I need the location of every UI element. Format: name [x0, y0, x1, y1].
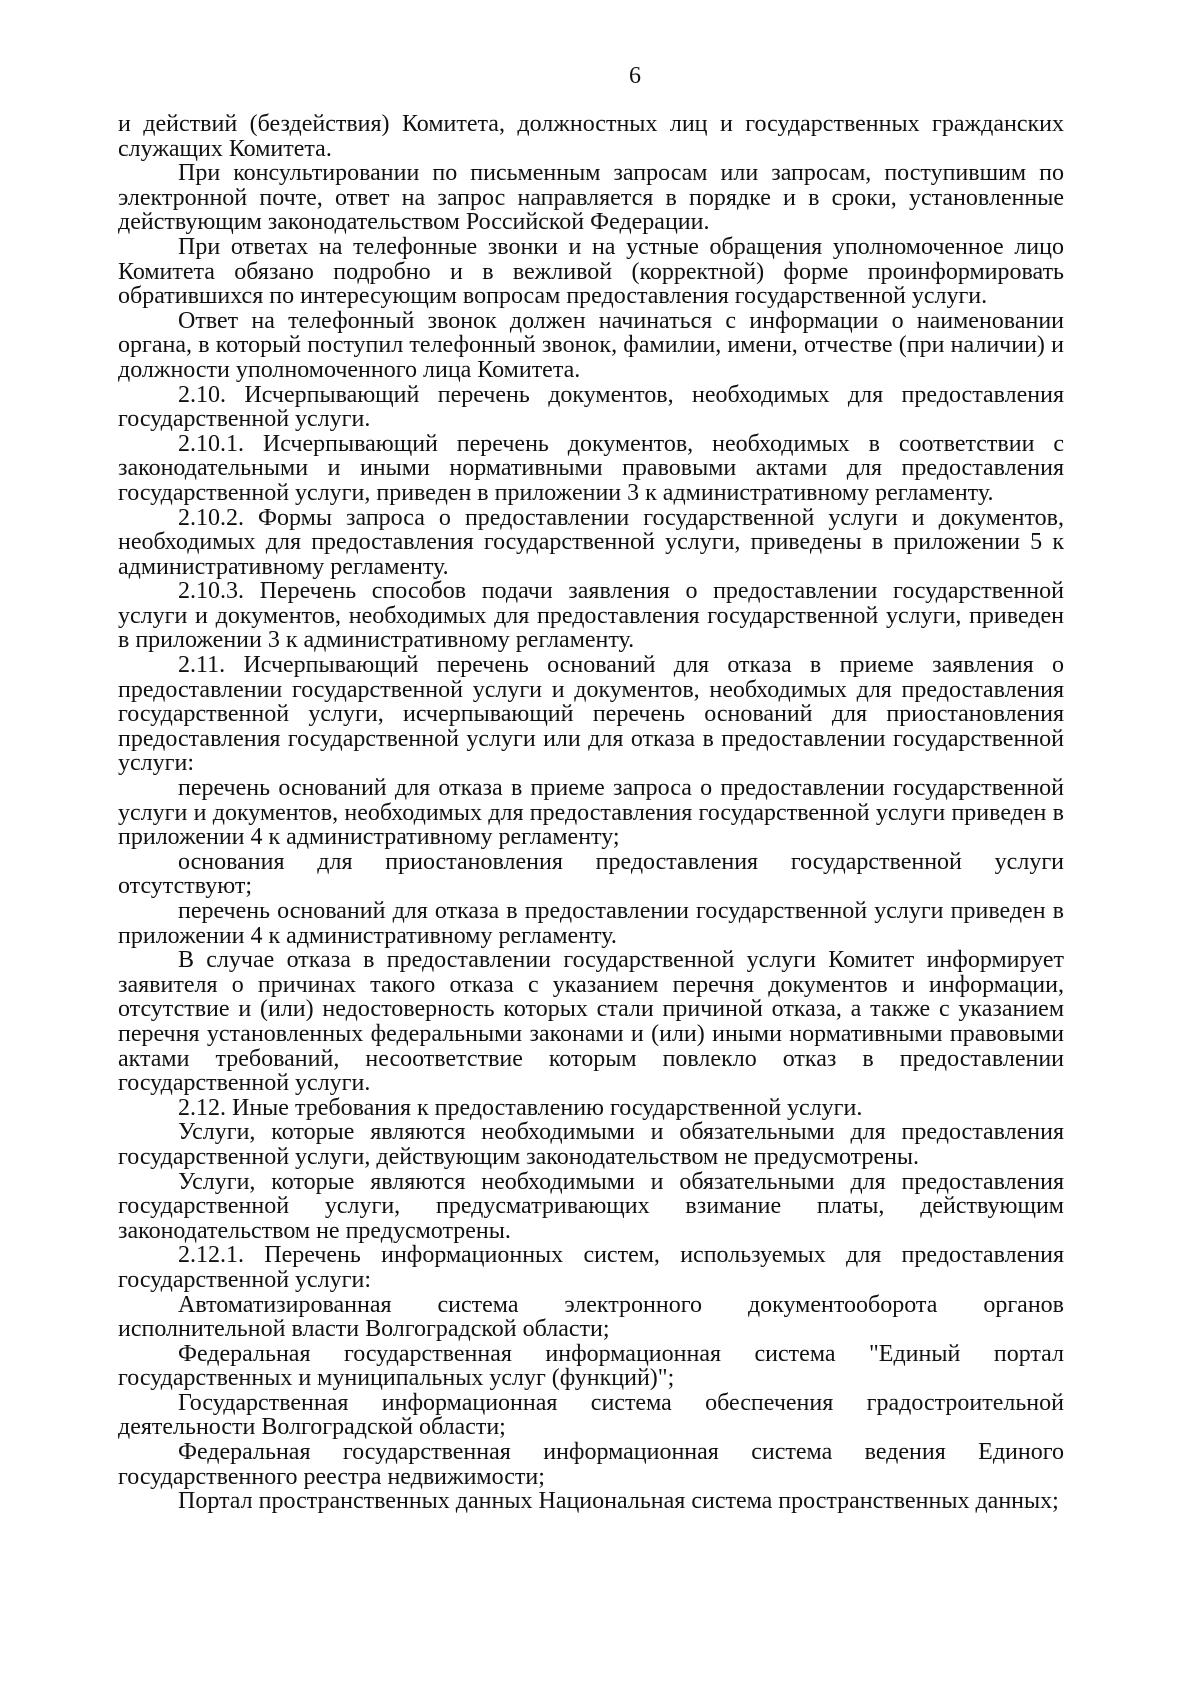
paragraph-system-edo: Автоматизированная система электронного документооборота органов исполнительной власти Волгоградской области;	[118, 1291, 1064, 1343]
paragraph-system-spatial-portal: Портал пространственных данных Национальная система пространственных данных;	[178, 1488, 1059, 1515]
paragraph-call-answer: Ответ на телефонный звонок должен начинаться с информации о наименовании органа, в который поступил телефонный звонок, фамилии, имени, отчестве (при наличии) и должности уполномоченного лица Комитета.	[118, 307, 1064, 383]
document-body	[118, 112, 1064, 1514]
paragraph-refusal-reception: перечень оснований для отказа в приеме запроса о предоставлении государственной услуги и документов, необходимых для предоставления государственной услуги приведен в приложении 4 к административному регламенту;	[118, 775, 1064, 851]
paragraph-refusal-provision: перечень оснований для отказа в предоставлении государственной услуги приведен в приложении 4 к административному регламенту.	[118, 898, 1064, 949]
paragraph-2-10-1: 2.10.1. Исчерпывающий перечень документов, необходимых в соответствии с законодательными и иными нормативными правовыми актами для предоставления государственной услуги, приведен в приложении 3 к административному регламенту.	[118, 430, 1064, 506]
page-number: 6	[629, 63, 641, 89]
paragraph-2-10: 2.10. Исчерпывающий перечень документов, необходимых для предоставления государственной услуги.	[118, 381, 1064, 433]
paragraph-phone-calls: При ответах на телефонные звонки и на устные обращения уполномоченное лицо Комитета обязано подробно и в вежливой (корректной) форме проинформировать обратившихся по интересующим вопросам предоставления государственной услуги.	[118, 233, 1064, 310]
paragraph-2-12: 2.12. Иные требования к предоставлению государственной услуги.	[178, 1094, 863, 1121]
paragraph-refusal-notice: В случае отказа в предоставлении государственной услуги Комитет информирует заявителя о причинах такого отказа с указанием перечня документов и информации, отсутствие и (или) недостоверность которых стали причиной отказа, а также с указанием перечня установленных федеральными законами и (или) иными нормативными правовыми актами требований, несоответствие которым повлекло отказ в предоставлении государственной услуги.	[118, 947, 1064, 1097]
paragraph-system-gisogd: Государственная информационная система обеспечения градостроительной деятельности Волгоградской области;	[118, 1389, 1064, 1441]
paragraph-necessary-services: Услуги, которые являются необходимыми и обязательными для предоставления государственной услуги, действующим законодательством не предусмотрены.	[118, 1119, 1064, 1170]
paragraph-2-11: 2.11. Исчерпывающий перечень оснований для отказа в приеме заявления о предоставлении государственной услуги и документов, необходимых для предоставления государственной услуги, исчерпывающий перечень оснований для приостановления предоставления государственной услуги или для отказа в предоставлении государственной услуги:	[118, 652, 1064, 777]
paragraph-2-10-2: 2.10.2. Формы запроса о предоставлении государственной услуги и документов, необходимых для предоставления государственной услуги, приведены в приложении 5 к административному регламенту.	[118, 504, 1064, 580]
paragraph-system-epgu: Федеральная государственная информационная система "Единый портал государственных и муниципальных услуг (функций)";	[118, 1340, 1064, 1392]
paragraph-2-12-1: 2.12.1. Перечень информационных систем, используемых для предоставления государственной услуги:	[118, 1242, 1064, 1293]
paragraph-continuation: и действий (бездействия) Комитета, должностных лиц и государственных гражданских служащих Комитета.	[118, 111, 1064, 162]
paragraph-2-10-3: 2.10.3. Перечень способов подачи заявления о предоставлении государственной услуги и документов, необходимых для предоставления государственной услуги, приведен в приложении 3 к административному регламенту.	[118, 578, 1064, 654]
paragraph-system-egrn: Федеральная государственная информационная система ведения Единого государственного реестра недвижимости;	[118, 1439, 1064, 1490]
paragraph-written-requests: При консультировании по письменным запросам или запросам, поступившим по электронной почте, ответ на запрос направляется в порядке и в сроки, установленные действующим законодательством Российской Федерации.	[118, 160, 1064, 236]
paragraph-suspension: основания для приостановления предоставления государственной услуги отсутствуют;	[118, 848, 1064, 900]
paragraph-paid-services: Услуги, которые являются необходимыми и обязательными для предоставления государственной услуги, предусматривающих взимание платы, действующим законодательством не предусмотрены.	[118, 1168, 1064, 1244]
